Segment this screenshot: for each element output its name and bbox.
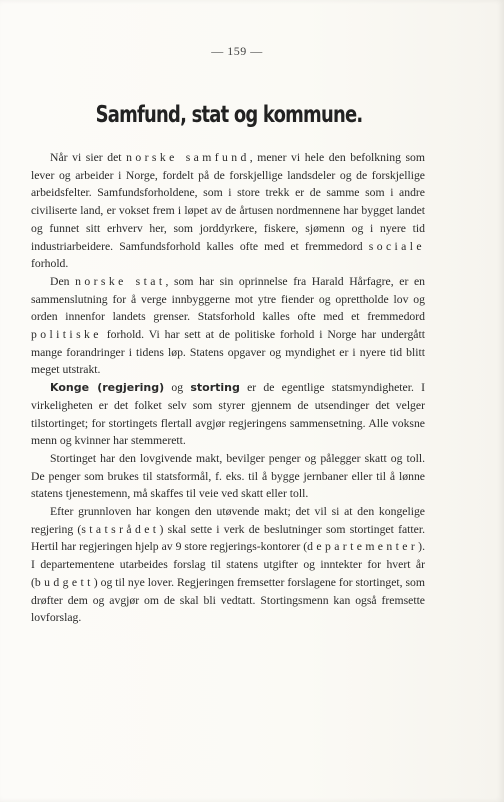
emphasized-term: politiske: [31, 328, 102, 342]
text-run: , som har sin oprinnelse fra Harald Hårfagre, er en sammenslutning for å verge innbyggerne mot ytre fiender og oprettholde lov og orden innenfor landets grenser. Statsforhold kalles ofte med et fremmedord: [31, 274, 425, 324]
text-run: Den: [50, 274, 76, 288]
text-run: Stortinget har den lovgivende makt, bevilger penger og pålegger skatt og toll. De penger som brukes til statsformål, f. eks. til å bygge jernbaner eller til å lønne statens tjenestemenn, må skaffes til veie ved skatt eller toll.: [31, 451, 425, 501]
paragraph: [31, 149, 425, 273]
emphasized-term: statsrådet: [81, 522, 160, 536]
bold-term: storting: [190, 381, 240, 395]
text-run: ) skal sette i verk de beslutninger som stortinget fatter. Hertil har regjeringen hjelp av 9 store regjerings-kontorer (: [31, 522, 425, 554]
body-text: [31, 149, 425, 627]
text-run: ). I departementene utarbeides forslag til statens utgifter og inntekter for hvert år (: [31, 540, 425, 589]
page-number: — 159 —: [211, 44, 263, 58]
emphasized-term: norske stat: [75, 274, 166, 288]
text-run: forhold. Vi har sett at de politiske forhold i Norge har undergått mange forandringer i tidens løp. Statens opgaver og myndighet er i nyere tid blitt meget utstrakt.: [31, 328, 425, 377]
text-run: ) og til nye lover. Regjeringen fremsetter forslagene for stortinget, som drøfter dem og avgjør om de skal bli vedtatt. Stortingsmenn kan også fremsette lovforslag.: [31, 575, 425, 625]
paragraph: [31, 450, 425, 503]
text-run: , mener vi hele den befolkning som lever og arbeider i Norge, fordelt på de forskjellige landsdeler og de forskjellige arbeidsfelter. Samfundsforholdene, som i store trekk er de samme som i andre civiliserte land, er vokset frem i løpet av de årtusen nordmennene har bygget landet og funnet sitt erhverv her, som jorddyrkere, fiskere, sjømenn og i nyere tid industriarbeidere. Samfundsforhold kalles ofte med et fremmedord: [31, 151, 425, 253]
paragraph: [31, 273, 425, 379]
emphasized-term: norske samfund: [126, 151, 250, 164]
text-run: Efter grunnloven har kongen den utøvende makt; det vil si at den kongelige regjering (: [31, 505, 425, 536]
bold-term: Konge (regjering): [50, 381, 165, 395]
text-run: Når vi sier det: [50, 151, 127, 164]
text-run: og: [164, 381, 191, 395]
emphasized-term: sociale: [368, 239, 425, 253]
paragraph: [31, 379, 425, 450]
text-run: er de egentlige statsmyndigheter. I virkeligheten er det folket selv som styrer gjennem de utsendinger det velger tilstortinget; for stortingets flertall avgjør regjeringens sammensetning. Alle voksne menn og kvinner har stemmerett.: [31, 381, 426, 448]
text-run: forhold.: [31, 257, 69, 271]
chapter-heading: Samfund, stat og kommune.: [95, 102, 363, 128]
emphasized-term: departementer: [307, 540, 419, 554]
emphasized-term: budgett: [34, 575, 94, 589]
paragraph: [31, 503, 425, 627]
